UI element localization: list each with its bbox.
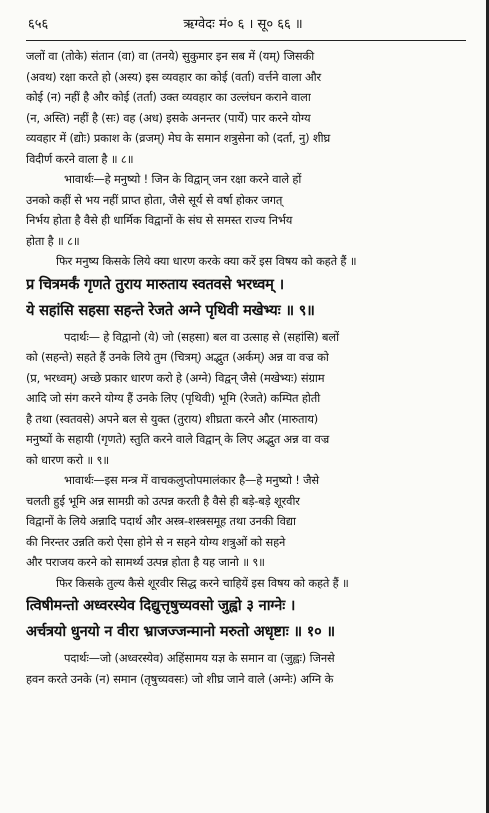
text-line: को धारण करो ॥ ९॥	[26, 452, 110, 467]
text-line: होता है ॥ ८॥	[26, 233, 80, 248]
text-line: जलों वा (तोके) संतान (वा) वा (तनये) सुकुमार इन सब में (यम्) जिसकी	[26, 49, 315, 63]
running-head: ऋग्वेदः मं० ६ । सू० ६६ ॥	[183, 17, 303, 32]
mantra-line: अर्चत्रयो धुनयो न वीरा भ्राजज्जन्मानो मरुतो अधृष्टाः ॥ १० ॥	[26, 623, 335, 640]
text-line: कोई (न) नहीं है और कोई (तर्ता) उक्त व्यवहार का उल्लंघन कराने वाला	[26, 90, 311, 104]
text-line: चलती हुई भूमि अन्न सामग्री को उत्पन्न करती है वैसे ही बड़े-बड़े शूरवीर	[26, 493, 300, 508]
text-line: विदीर्ण करने वाला है ॥ ८॥	[26, 151, 134, 166]
header-rule	[26, 40, 466, 41]
text-line: आदि जो संग करने योग्य हैं उनके लिए (पृथिवी) भूमि (रेजते) कम्पित होती	[26, 391, 320, 405]
text-line: उनको कहीं से भय नहीं प्राप्त होता, जैसे सूर्य से वर्षा होकर जगत्	[26, 192, 283, 207]
text-line: व्यवहार में (द्योः) प्रकाश के (व्रजम्) मेघ के समान शत्रुसेना को (दर्ता, नु) शीघ्र	[26, 131, 331, 145]
mantra-line: ये सहांसि सहसा सहन्ते रेजते अग्ने पृथिवी मखेभ्यः ॥ ९॥	[26, 301, 315, 319]
page-header	[0, 14, 486, 36]
text-line: है तथा (स्वतवसे) अपने बल से युक्त (तुराय) शीघ्रता करने और (मारुताय)	[26, 411, 319, 426]
text-line: (अवथ) रक्षा करते हो (अस्य) इस व्यवहार का कोई (वर्ता) वर्त्तने वाला और	[26, 69, 321, 84]
section-intro: फिर मनुष्य किसके लिये क्या धारण करके क्या करें इस विषय को कहते हैं ॥	[56, 254, 357, 268]
text-line: (प्र, भरध्वम्) अच्छे प्रकार धारण करो हे (अग्ने) विद्वन् जैसे (मखेभ्यः) संग्राम	[26, 370, 325, 385]
text-line: मनुष्यों के सहायी (गृणते) स्तुति करने वाले विद्वान् के लिए अद्भुत अन्न वा वज्र	[26, 432, 330, 446]
text-line: विद्वानों के लिये अन्नादि पदार्थ और अस्त्र-शस्त्रसमूह तथा उनकी विद्या	[26, 514, 296, 528]
text-line: निर्भय होता है वैसे ही धार्मिक विद्वानों के संघ से समस्त राज्य निर्भय	[26, 213, 293, 227]
mantra-line: प्र चित्रमर्कं गृणते तुराय मारुताय स्वतवसे भरध्वम् ।	[26, 275, 284, 293]
text-line: को (सहन्ते) सहते हैं उनके लिये तुम (चित्रम्) अद्भुत (अर्कम्) अन्न वा वज्र को	[26, 350, 329, 364]
text-line: हवन करते उनके (न) समान (तृषुच्यवसः) जो शीघ्र जाने वाले (अग्नेः) अग्नि के	[26, 671, 334, 686]
section-intro: फिर किसके तुल्य कैसे शूरवीर सिद्ध करने चाहियें इस विषय को कहते हैं ॥	[56, 575, 349, 590]
text-line: की निरन्तर उन्नति करो ऐसा होने से न सहने योग्य शत्रुओं को सहने	[26, 534, 286, 549]
text-line: भावार्थः—हे मनुष्यो ! जिन के विद्वान् जन रक्षा करने वाले हों	[64, 172, 302, 186]
mantra-line: त्विषीमन्तो अध्वरस्येव दिद्युत्तृषुच्यवसो जुह्वो ३ नाग्नेः ।	[26, 597, 296, 614]
text-line: (न, अस्ति) नहीं है (सः) वह (अध) इसके अनन्तर (पार्ये) पार करने योग्य	[26, 110, 311, 125]
body-text	[26, 46, 468, 689]
text-line: और पराजय करने को सामर्थ्य उत्पन्न होता है यह जानो ॥ ९॥	[26, 555, 265, 569]
text-line: भावार्थः—इस मन्त्र में वाचकलुप्तोपमालंकार है—हे मनुष्यो ! जैसे	[64, 473, 319, 487]
text-line: पदार्थः— हे विद्वानो (ये) जो (सहसा) बल वा उत्साह से (सहांसि) बलों	[64, 329, 339, 344]
page-number: ६५६	[28, 17, 49, 32]
text-line: पदार्थः—जो (अध्वरस्येव) अहिंसामय यज्ञ के समान वा (जुह्वः) जिनसे	[64, 651, 335, 665]
